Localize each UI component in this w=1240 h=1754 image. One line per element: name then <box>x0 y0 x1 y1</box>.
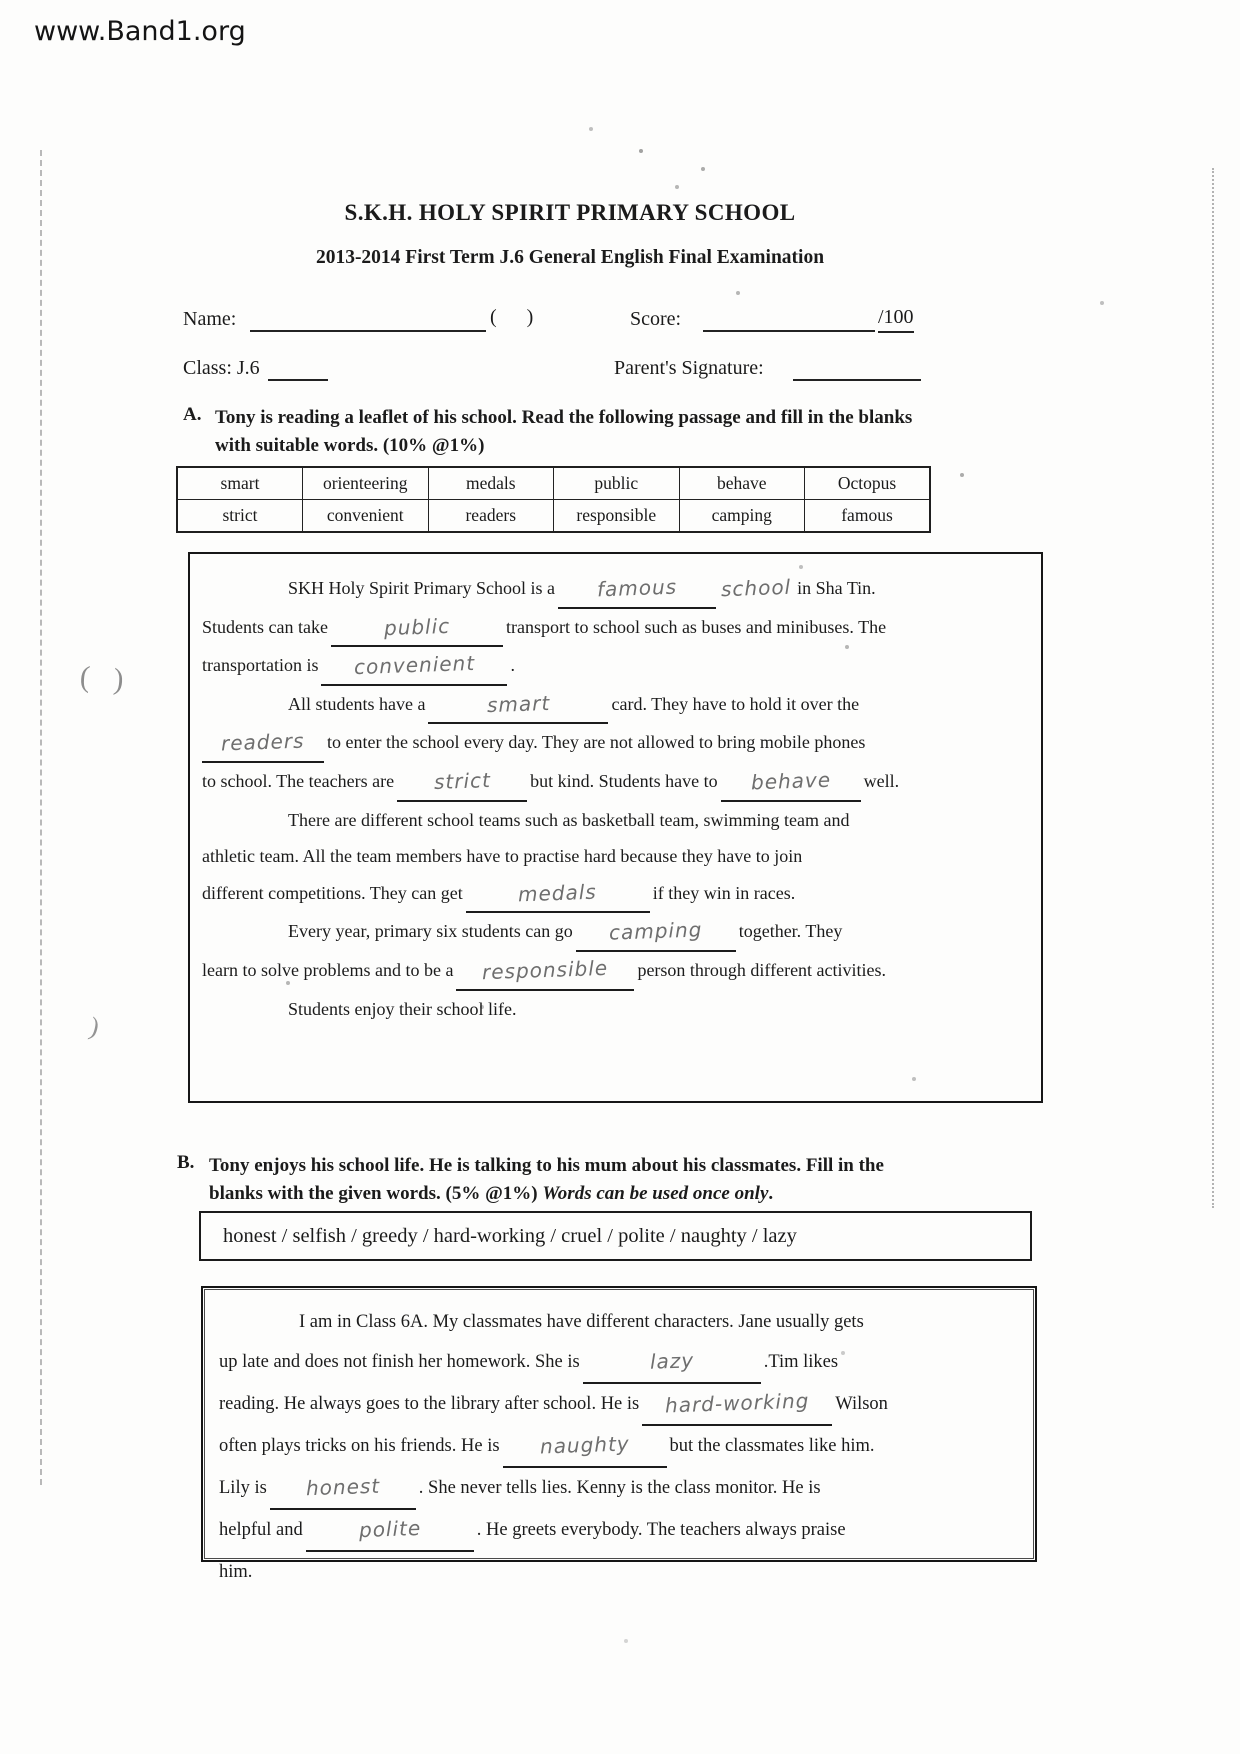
passage-text: but the classmates like him. <box>669 1436 875 1456</box>
fill-in-blank <box>558 570 716 609</box>
passage-text: to school. The teachers are <box>202 770 395 791</box>
passage-text: learn to solve problems and to be a <box>202 959 454 980</box>
passage-text: . <box>510 655 515 676</box>
margin-paren-mark: ( ) <box>78 660 133 697</box>
section-a-label: A. <box>183 404 202 425</box>
passage-line <box>219 1342 1021 1384</box>
passage-line <box>219 1510 1021 1552</box>
handwritten-answer: hard-working <box>664 1388 810 1418</box>
word-bank-cell: famous <box>805 500 931 533</box>
passage-b-box <box>201 1286 1037 1582</box>
passage-text: reading. He always goes to the library after school. He is <box>219 1394 640 1414</box>
section-a-instructions <box>215 404 1075 460</box>
handwritten-answer: polite <box>358 1515 422 1543</box>
fill-in-blank <box>642 1384 832 1426</box>
word-bank-cell: Octopus <box>805 467 931 500</box>
parent-signature-line <box>793 355 921 381</box>
passage-line <box>219 1426 1021 1468</box>
passage-text: card. They have to hold it over the <box>611 693 860 714</box>
name-label: Name: <box>183 308 237 330</box>
fill-in-blank <box>466 875 650 914</box>
passage-text: .Tim likes <box>763 1352 839 1372</box>
passage-text: but kind. Students have to <box>530 770 718 791</box>
passage-text: Students can take <box>202 616 328 637</box>
handwritten-answer: camping <box>608 917 703 945</box>
word-bank-cell: responsible <box>554 500 680 533</box>
passage-text: There are different school teams such as basketball team, swimming team and <box>288 809 850 830</box>
passage-line <box>202 686 1029 725</box>
passage-text: . She never tells lies. Kenny is the class monitor. He is <box>418 1478 821 1498</box>
word-bank-cell: smart <box>177 467 303 500</box>
margin-paren-mark: ) <box>86 1011 103 1042</box>
passage-text: up late and does not finish her homework. She is <box>219 1352 580 1372</box>
passage-text: different competitions. They can get <box>202 882 463 903</box>
passage-text: transportation is <box>202 655 319 676</box>
passage-text: in Sha Tin. <box>797 578 876 598</box>
handwritten-answer: behave <box>750 767 832 795</box>
fill-in-blank <box>202 724 324 763</box>
passage-text: well. <box>863 770 900 791</box>
score-label: Score: <box>630 308 682 330</box>
section-a-instruction-line2: with suitable words. (10% @1%) <box>215 435 485 456</box>
passage-line <box>202 724 1029 763</box>
passage-text: Students enjoy their school life. <box>288 998 517 1019</box>
passage-line <box>219 1302 1021 1342</box>
passage-text: if they win in races. <box>652 882 796 903</box>
name-line <box>250 306 486 332</box>
handwritten-answer: public <box>383 613 451 640</box>
handwritten-answer: honest <box>305 1473 381 1501</box>
passage-text: to enter the school every day. They are not allowed to bring mobile phones <box>327 732 866 753</box>
section-b-label: B. <box>177 1152 195 1173</box>
passage-line <box>202 609 1029 648</box>
passage-text: All students have a <box>288 693 426 714</box>
scan-edge-left <box>40 150 42 1485</box>
class-label: Class: J.6 <box>183 357 260 379</box>
passage-line <box>219 1384 1021 1426</box>
passage-line <box>202 838 1029 875</box>
score-line <box>703 306 875 332</box>
handwritten-answer: lazy <box>649 1348 695 1374</box>
fill-in-blank <box>456 952 634 991</box>
fill-in-blank <box>331 609 503 648</box>
passage-text: him. <box>219 1562 253 1582</box>
passage-line <box>202 991 1029 1028</box>
passage-line <box>202 802 1029 839</box>
passage-line <box>219 1552 1021 1592</box>
fill-in-blank <box>428 686 608 725</box>
passage-text: athletic team. All the team members have to practise hard because they have to join <box>202 846 803 867</box>
passage-line <box>202 647 1029 686</box>
passage-line <box>202 952 1029 991</box>
passage-text: I am in Class 6A. My classmates have different characters. Jane usually gets <box>299 1312 864 1332</box>
section-a-instruction-line1: Tony is reading a leaflet of his school. Read the following passage and fill in the blanks <box>215 407 913 428</box>
word-bank-cell: readers <box>428 500 554 533</box>
scan-noise <box>0 0 2 2</box>
word-bank-cell: medals <box>428 467 554 500</box>
passage-text: transport to school such as buses and minibuses. The <box>505 616 887 637</box>
word-bank-cell: convenient <box>303 500 429 533</box>
handwritten-answer: strict <box>433 767 491 794</box>
handwritten-answer: smart <box>486 690 551 717</box>
section-b-instruction-line2-text: blanks with the given words. (5% @1%) <box>209 1183 543 1204</box>
passage-a-box <box>188 552 1043 1103</box>
word-bank-cell: camping <box>679 500 805 533</box>
section-b-instruction-line2 <box>209 1180 1069 1208</box>
fill-in-blank <box>503 1426 667 1468</box>
section-b-instructions <box>209 1152 1069 1208</box>
passage-text: often plays tricks on his friends. He is <box>219 1436 500 1456</box>
word-bank-table-a <box>176 466 931 533</box>
parent-signature-label: Parent's Signature: <box>614 357 764 379</box>
name-paren: ( ) <box>490 306 534 328</box>
passage-line <box>202 570 1029 609</box>
word-bank-cell: public <box>554 467 680 500</box>
exam-title: 2013-2014 First Term J.6 General English Final Examination <box>315 247 825 268</box>
handwritten-answer: readers <box>220 728 306 756</box>
passage-text: helpful and <box>219 1520 303 1540</box>
fill-in-blank <box>321 647 507 686</box>
scan-edge-right <box>1212 168 1214 1208</box>
fill-in-blank <box>306 1510 474 1552</box>
passage-line <box>202 763 1029 802</box>
passage-text: Wilson <box>835 1394 888 1414</box>
word-bank-row <box>177 500 930 533</box>
fill-in-blank <box>583 1342 761 1384</box>
word-bank-cell: strict <box>177 500 303 533</box>
passage-text: SKH Holy Spirit Primary School is a <box>288 578 556 598</box>
passage-text: person through different activities. <box>637 959 887 980</box>
fill-in-blank <box>576 913 736 952</box>
handwritten-answer: responsible <box>482 955 609 985</box>
word-bank-cell: behave <box>679 467 805 500</box>
word-bank-cell: orienteering <box>303 467 429 500</box>
score-total: /100 <box>878 306 914 333</box>
school-name: S.K.H. HOLY SPIRIT PRIMARY SCHOOL <box>344 200 796 225</box>
fill-in-blank <box>270 1468 416 1510</box>
handwritten-answer: convenient <box>353 651 476 680</box>
passage-line <box>219 1468 1021 1510</box>
passage-text: Every year, primary six students can go <box>288 921 573 942</box>
fill-in-blank <box>397 763 527 802</box>
section-b-instruction-note: Words can be used once only <box>542 1183 769 1204</box>
handwritten-answer: naughty <box>539 1431 630 1459</box>
watermark: www.Band1.org <box>34 16 246 47</box>
fill-in-blank <box>721 763 861 802</box>
handwritten-answer: school <box>720 574 792 602</box>
section-b-instruction-line1: Tony enjoys his school life. He is talking to his mum about his classmates. Fill in the <box>209 1155 884 1176</box>
passage-text: together. They <box>738 921 843 942</box>
handwritten-answer: famous <box>596 574 678 602</box>
passage-line <box>202 913 1029 952</box>
word-bank-row <box>177 467 930 500</box>
word-bank-b-box: honest / selfish / greedy / hard-working / cruel / polite / naughty / lazy <box>199 1211 1032 1261</box>
handwritten-answer: medals <box>518 879 598 907</box>
class-line <box>268 355 328 381</box>
section-b-instruction-period: . <box>768 1183 774 1204</box>
passage-line <box>202 875 1029 914</box>
passage-text: . He greets everybody. The teachers always praise <box>476 1520 846 1540</box>
passage-text: Lily is <box>219 1478 267 1498</box>
